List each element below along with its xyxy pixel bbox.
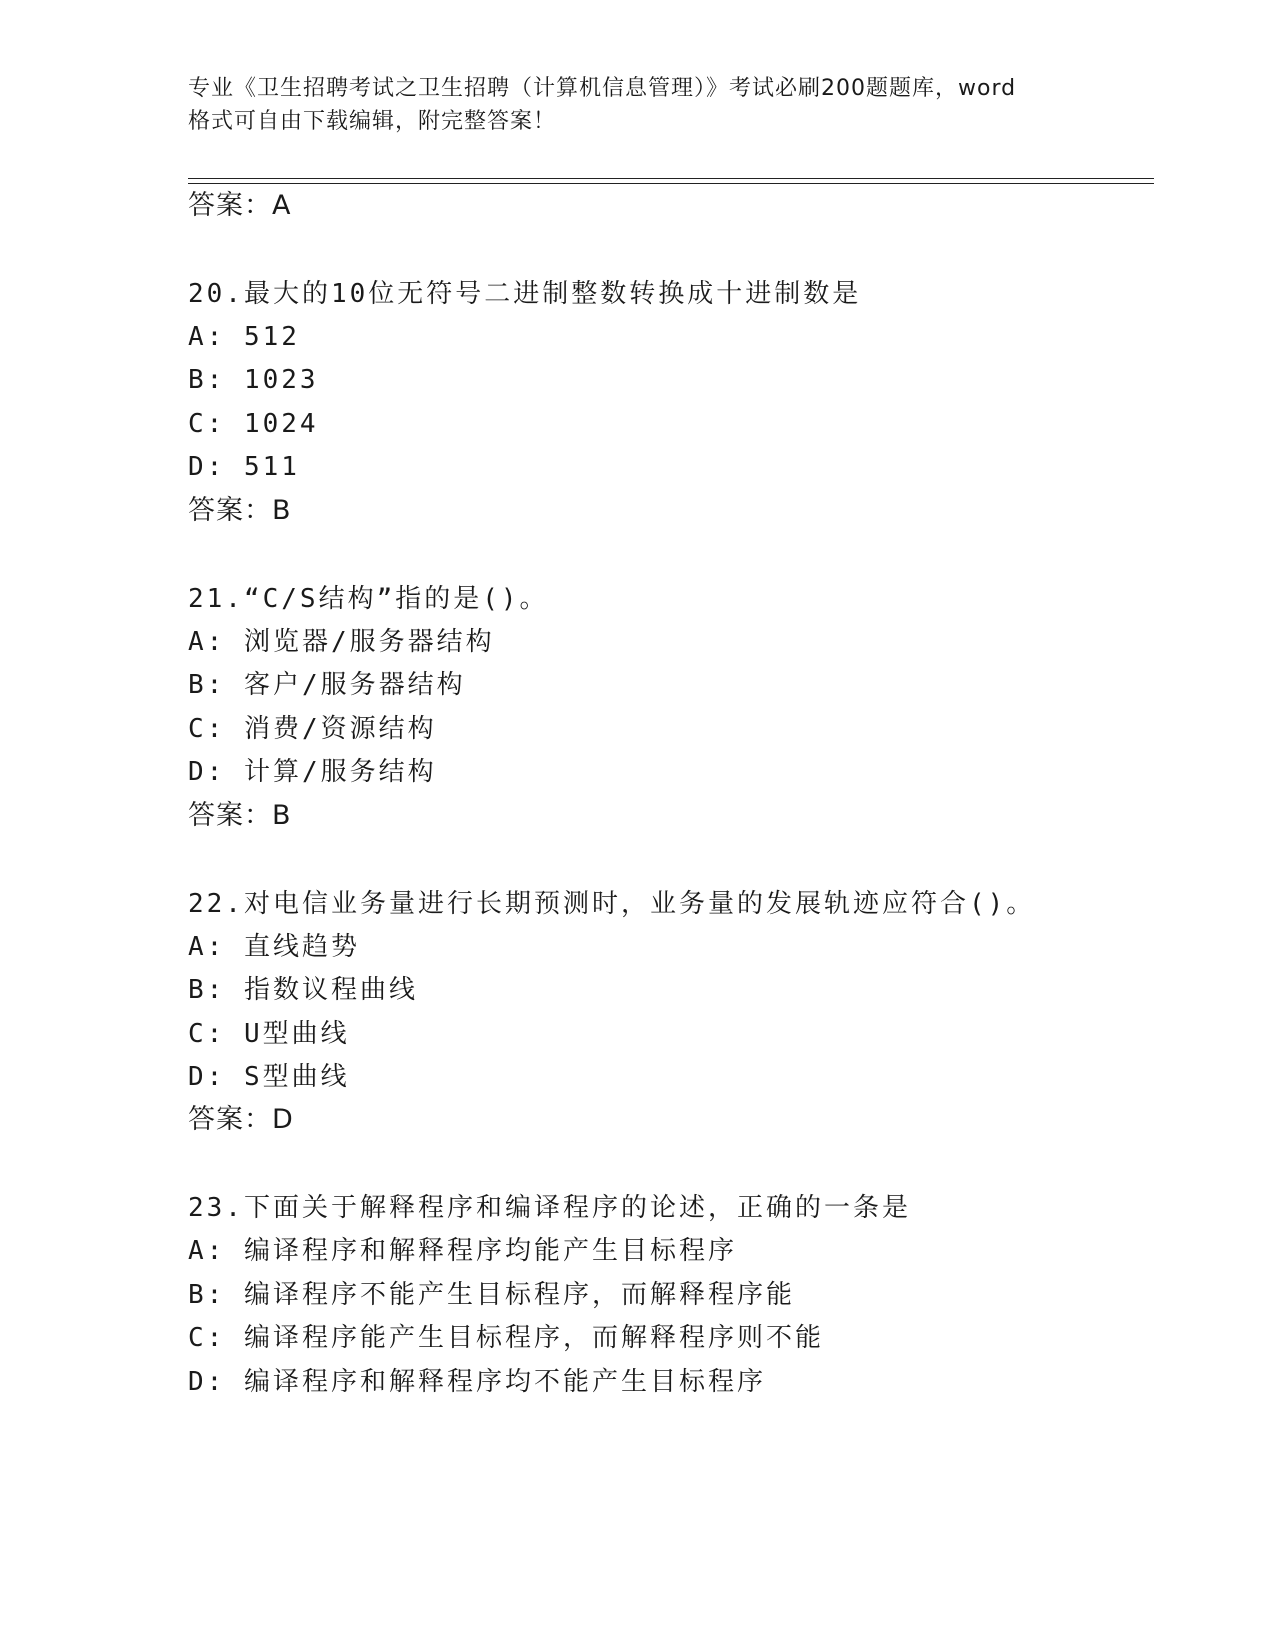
question-22-option-a: A: 直线趋势 (188, 932, 360, 962)
question-22-option-c: C: U型曲线 (188, 1019, 350, 1049)
question-23-option-d: D: 编译程序和解释程序均不能产生目标程序 (188, 1367, 766, 1397)
question-22-option-b: B: 指数议程曲线 (188, 975, 418, 1005)
header-divider-bottom (188, 183, 1154, 184)
question-22-option-d: D: S型曲线 (188, 1062, 350, 1092)
question-21-stem: 21.“C/S结构”指的是()。 (188, 584, 549, 614)
question-21-option-c: C: 消费/资源结构 (188, 714, 437, 744)
answer-prev: 答案：A (188, 190, 292, 221)
question-20-option-c: C: 1024 (188, 409, 319, 439)
question-20-option-d: D: 511 (188, 452, 300, 482)
question-21-answer: 答案：B (188, 800, 292, 831)
header-line-2: 格式可自由下载编辑，附完整答案！ (188, 109, 557, 134)
question-22-answer: 答案：D (188, 1104, 294, 1135)
header-divider-top (188, 178, 1154, 179)
question-20-answer: 答案：B (188, 495, 292, 526)
question-22-stem: 22.对电信业务量进行长期预测时，业务量的发展轨迹应符合()。 (188, 889, 1036, 919)
question-23-option-b: B: 编译程序不能产生目标程序，而解释程序能 (188, 1280, 795, 1310)
question-20-option-a: A: 512 (188, 322, 300, 352)
question-21-option-b: B: 客户/服务器结构 (188, 670, 466, 700)
question-21-option-a: A: 浏览器/服务器结构 (188, 627, 495, 657)
question-20-option-b: B: 1023 (188, 365, 319, 395)
question-23-option-c: C: 编译程序能产生目标程序，而解释程序则不能 (188, 1323, 824, 1353)
header-line-1: 专业《卫生招聘考试之卫生招聘（计算机信息管理）》考试必刷200题题库，word (188, 76, 1017, 101)
document-header (188, 72, 1088, 138)
question-23-option-a: A: 编译程序和解释程序均能产生目标程序 (188, 1236, 737, 1266)
question-21-option-d: D: 计算/服务结构 (188, 757, 437, 787)
question-23-stem: 23.下面关于解释程序和编译程序的论述，正确的一条是 (188, 1193, 911, 1223)
question-20-stem: 20.最大的10位无符号二进制整数转换成十进制数是 (188, 279, 862, 309)
